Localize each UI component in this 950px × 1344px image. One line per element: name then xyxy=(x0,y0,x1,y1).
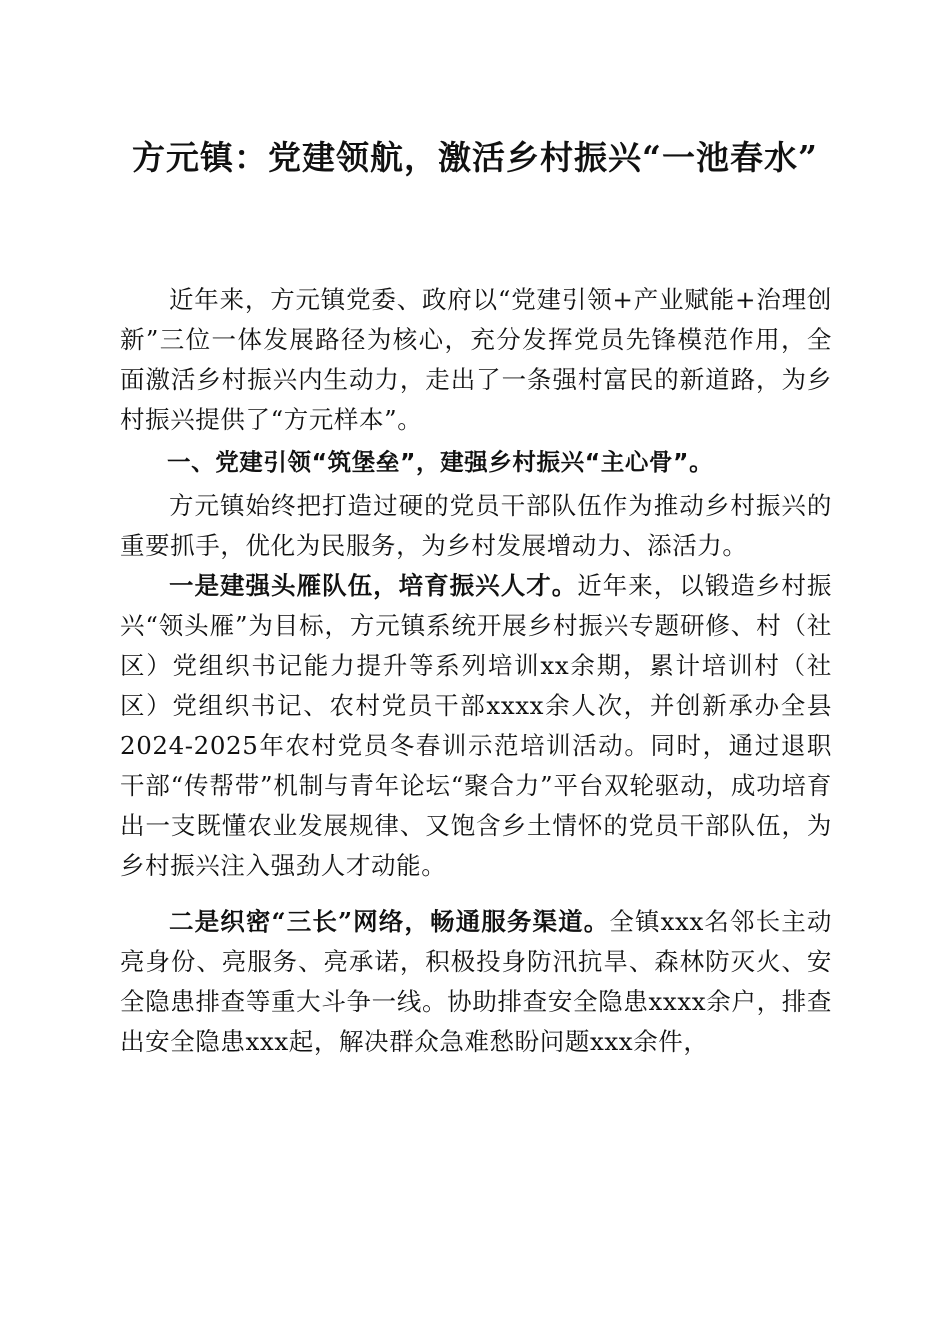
point-one-paragraph xyxy=(120,566,832,886)
point-two-paragraph xyxy=(120,902,832,1062)
point-two-text: 全镇xxx名邻长主动亮身份、亮服务、亮承诺，积极投身防汛抗旱、森林防灭火、安全隐患排查等重大斗争一线。协助排查安全隐患xxxx余户，排查出安全隐患xxx起，解决群众急难愁盼问题xxx余件， xyxy=(120,907,832,1056)
document-body xyxy=(120,280,832,1062)
section-heading: 一、党建引领“筑堡垒”，建强乡村振兴“主心骨”。 xyxy=(167,448,714,476)
section-intro-paragraph: 方元镇始终把打造过硬的党员干部队伍作为推动乡村振兴的重要抓手，优化为民服务，为乡村发展增动力、添活力。 xyxy=(120,491,832,560)
intro-paragraph: 近年来，方元镇党委、政府以“党建引领+产业赋能+治理创新”三位一体发展路径为核心，充分发挥党员先锋模范作用，全面激活乡村振兴内生动力，走出了一条强村富民的新道路，为乡村振兴提供了“方元样本”。 xyxy=(120,285,832,434)
point-one-lead: 一是建强头雁队伍，培育振兴人才。 xyxy=(169,571,578,600)
point-one-text: 近年来，以锻造乡村振兴“领头雁”为目标，方元镇系统开展乡村振兴专题研修、村（社区）党组织书记能力提升等系列培训xx余期，累计培训村（社区）党组织书记、农村党员干部xxxx余人次，并创新承办全县2024-2025年农村党员冬春训示范培训活动。同时，通过退职干部“传帮带”机制与青年论坛“聚合力”平台双轮驱动，成功培育出一支既懂农业发展规律、又饱含乡土情怀的党员干部队伍，为乡村振兴注入强劲人才动能。 xyxy=(120,571,832,880)
document-title: 方元镇：党建领航，激活乡村振兴“一池春水” xyxy=(132,138,818,177)
point-two-lead: 二是织密“三长”网络，畅通服务渠道。 xyxy=(169,907,610,936)
